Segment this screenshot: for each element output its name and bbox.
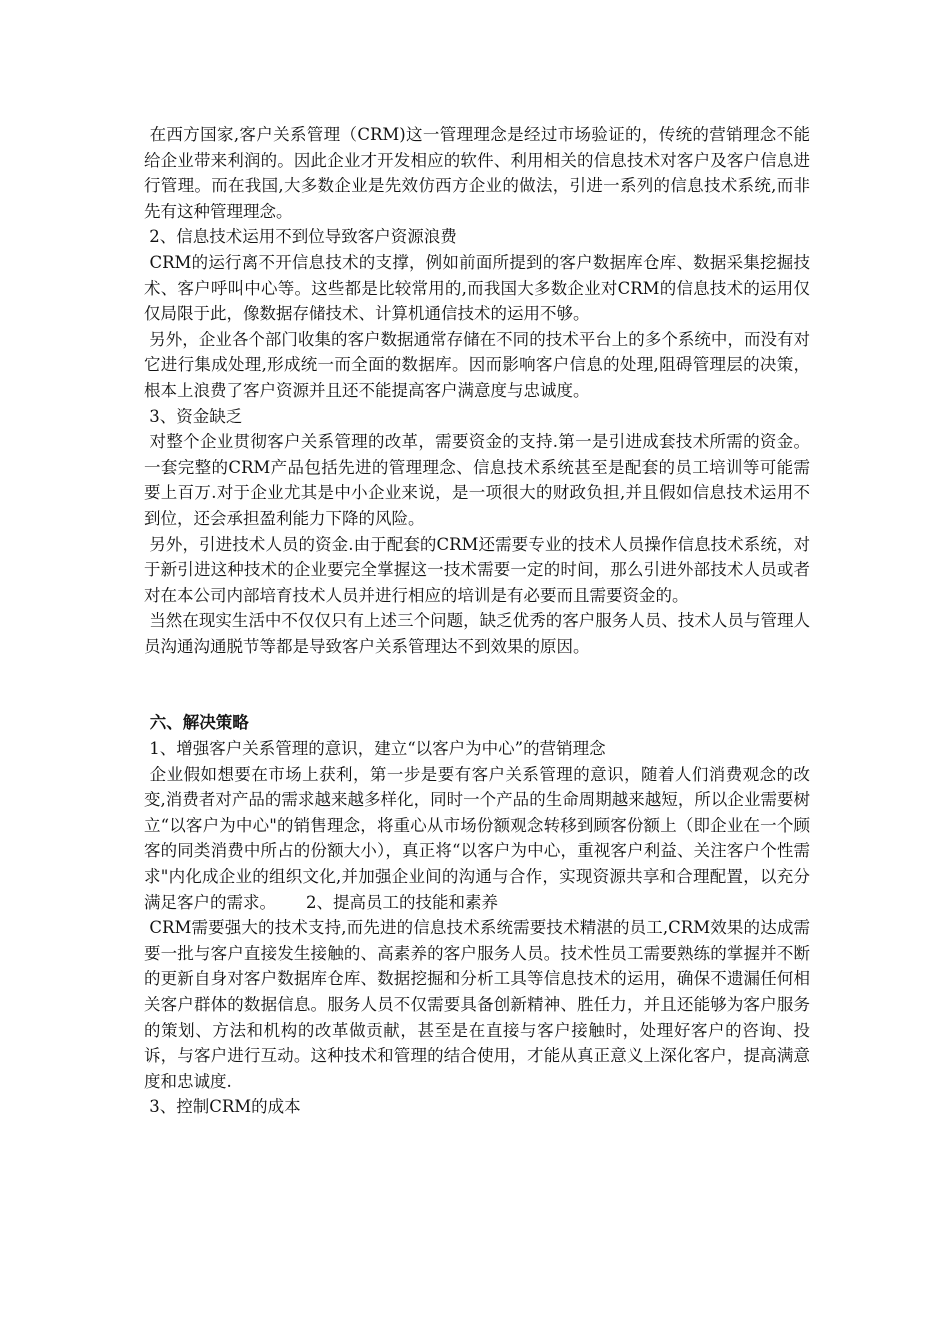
paragraph-crm-it-support: CRM的运行离不开信息技术的支撑，例如前面所提到的客户数据库仓库、数据采集挖掘技术、客户呼叫中心等。这些都是比较常用的,而我国大多数企业对CRM的信息技术的运用仅仅局限于此，像数据存储技术、计算机通信技术的运用不够。	[144, 252, 810, 324]
subheading-control-cost: 3、控制CRM的成本	[144, 1097, 301, 1117]
subheading-lack-of-funds: 3、资金缺乏	[144, 406, 243, 426]
subheading-it-usage: 2、信息技术运用不到位导致客户资源浪费	[144, 227, 457, 247]
paragraph-customer-centric-text: 企业假如想要在市场上获利，第一步是要有客户关系管理的意识，随着人们消费观念的改变,消费者对产品的需求越来越多样化，同时一个产品的生命周期越来越短，所以企业需要树立“以客户为中心"的销售理念，将重心从市场份额观念转移到顾客份额上（即企业在一个顾客的同类消费中所占的份额大小），真正将“以客户为中心，重视客户利益、关注客户个性需求"内化成企业的组织文化,并加强企业间的沟通与合作，实现资源共享和合理配置，以充分满足客户的需求。	[144, 764, 810, 912]
section-spacer	[144, 659, 810, 710]
section-heading-solutions: 六、解决策略	[144, 713, 249, 733]
paragraph-western-crm: 在西方国家,客户关系管理（CRM)这一管理理念是经过市场验证的，传统的营销理念不能给企业带来利润的。因此企业才开发相应的软件、利用相关的信息技术对客户及客户信息进行管理。而在我国,大多数企业是先效仿西方企业的做法，引进一系列的信息技术系统,而非先有这种管理理念。	[144, 125, 810, 221]
subheading-staff-skills: 2、提高员工的技能和素养	[306, 892, 498, 912]
paragraph-funding-needs: 对整个企业贯彻客户关系管理的改革，需要资金的支持.第一是引进成套技术所需的资金。一套完整的CRM产品包括先进的管理理念、信息技术系统甚至是配套的员工培训等可能需要上百万.对于企业尤其是中小企业来说，是一项很大的财政负担,并且假如信息技术运用不到位，还会承担盈利能力下降的风险。	[144, 432, 810, 528]
document-body	[144, 122, 810, 1120]
paragraph-staff-funding: 另外，引进技术人员的资金.由于配套的CRM还需要专业的技术人员操作信息技术系统，对于新引进这种技术的企业要完全掌握这一技术需要一定的时间，那么引进外部技术人员或者对在本公司内部培育技术人员并进行相应的培训是有必要而且需要资金的。	[144, 534, 810, 605]
paragraph-staff-skills: CRM需要强大的技术支持,而先进的信息技术系统需要技术精湛的员工,CRM效果的达成需要一批与客户直接发生接触的、高素养的客户服务人员。技术性员工需要熟练的掌握并不断的更新自身对客户数据库仓库、数据挖掘和分析工具等信息技术的运用，确保不遗漏任何相关客户群体的数据信息。服务人员不仅需要具备创新精神、胜任力，并且还能够为客户服务的策划、方法和机构的改革做贡献，甚至是在直接与客户接触时，处理好客户的咨询、投诉，与客户进行互动。这种技术和管理的结合使用，才能从真正意义上深化客户，提高满意度和忠诚度.	[144, 918, 810, 1091]
paragraph-data-integration: 另外，企业各个部门收集的客户数据通常存储在不同的技术平台上的多个系统中，而没有对它进行集成处理,形成统一而全面的数据库。因而影响客户信息的处理,阻碍管理层的决策，根本上浪费了客户资源并且还不能提高客户满意度与忠诚度。	[144, 329, 810, 400]
subheading-customer-centric: 1、增强客户关系管理的意识，建立“以客户为中心”的营销理念	[144, 739, 606, 759]
paragraph-customer-centric	[144, 762, 810, 916]
paragraph-other-problems: 当然在现实生活中不仅仅只有上述三个问题，缺乏优秀的客户服务人员、技术人员与管理人员沟通沟通脱节等都是导致客户关系管理达不到效果的原因。	[144, 611, 810, 656]
